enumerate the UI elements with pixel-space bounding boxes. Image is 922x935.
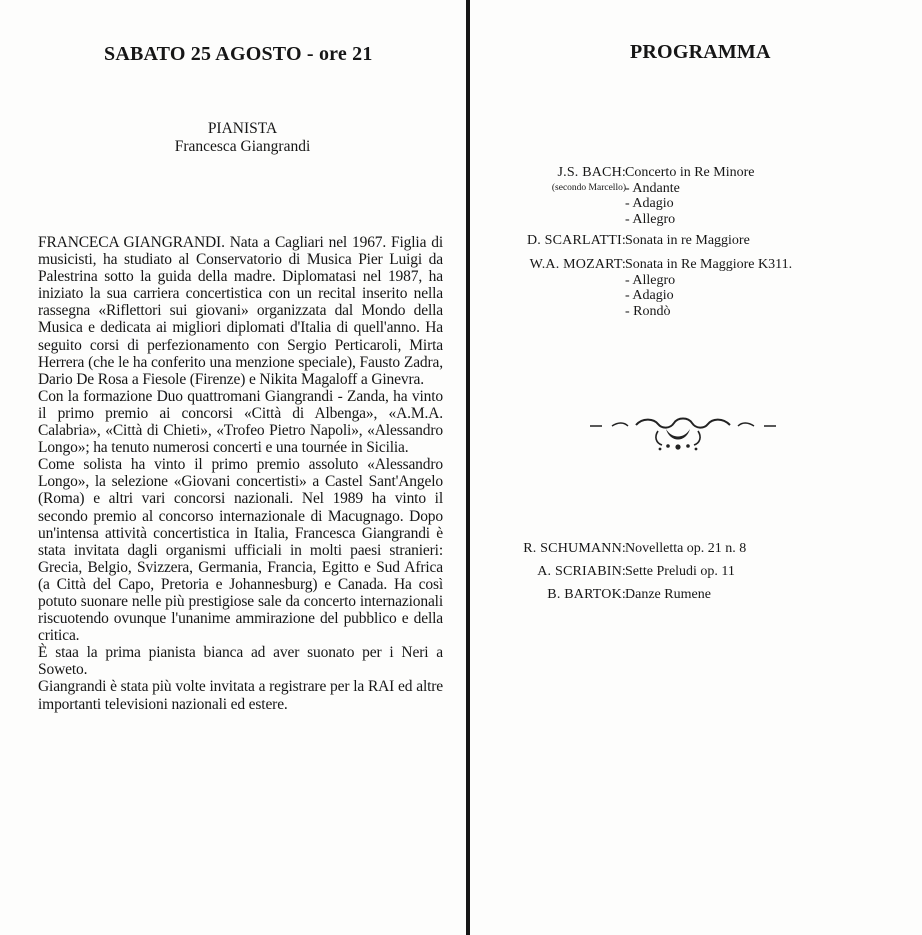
performer-name: Francesca Giangrandi bbox=[174, 138, 311, 155]
biography-paragraph: È staa la prima pianista bianca ad aver suonato per i Neri a Soweto. bbox=[38, 644, 443, 679]
work-title: Sette Preludi op. 11 bbox=[625, 564, 735, 579]
work-title: Danze Rumene bbox=[625, 587, 711, 602]
decorative-ornament bbox=[588, 405, 778, 455]
composer-name: W.A. MOZART: bbox=[529, 257, 626, 272]
biography-paragraph: Giangrandi è stata più volte invitata a registrare per la RAI ed altre importanti televisioni nazionali ed estere. bbox=[38, 678, 443, 713]
work-list bbox=[625, 165, 754, 227]
work-title: Sonata in Re Maggiore K311. bbox=[625, 257, 793, 272]
work-list bbox=[625, 257, 792, 319]
movement: - Rondò bbox=[625, 303, 671, 319]
work-list bbox=[625, 541, 746, 557]
programme-heading: PROGRAMMA bbox=[630, 41, 771, 63]
composer-name: D. SCARLATTI: bbox=[526, 233, 626, 248]
movement: - Allegro bbox=[625, 272, 676, 288]
performer-block bbox=[0, 120, 485, 156]
performer-role: PIANISTA bbox=[207, 120, 278, 137]
work-title: Novelletta op. 21 n. 8 bbox=[625, 541, 747, 556]
composer-note: (secondo Marcello) bbox=[551, 182, 626, 193]
composer-name: R. SCHUMANN: bbox=[523, 541, 626, 556]
composer-name: J.S. BACH: bbox=[557, 165, 626, 180]
movement: - Adagio bbox=[625, 288, 674, 303]
movement: - Allegro bbox=[625, 211, 676, 227]
composer-name: A. SCRIABIN: bbox=[537, 564, 626, 579]
work-list bbox=[625, 564, 735, 580]
movement: - Andante bbox=[625, 180, 680, 196]
composer-name: B. BARTOK: bbox=[547, 587, 626, 602]
concert-date-heading: SABATO 25 AGOSTO - ore 21 bbox=[104, 43, 373, 65]
biography-paragraph: Come solista ha vinto il primo premio assoluto «Alessandro Longo», la selezione «Giovani concertisti» a Castel Sant'Angelo (Roma) e altri vari concorsi nazionali. Nel 1989 ha vinto il secondo premio al concorso internazionale di Macugnago. Dopo un'intensa attività concertistica in Italia, Francesca Giangrandi è stata invitata dagli organismi ufficiali in molti paesi stranieri: Grecia, Belgio, Svizzera, Germania, Francia, Egitto e Sud Africa (a Città del Capo, Pretoria e Johannesburg) e Canada. Ha così potuto suonare nelle più prestigiose sale da concerto internazionali riscuotendo ovunque l'unanime ammirazione del pubblico e della critica. bbox=[38, 456, 443, 645]
work-title: Concerto in Re Minore bbox=[625, 165, 755, 180]
biography-paragraph: FRANCECA GIANGRANDI. Nata a Cagliari nel 1967. Figlia di musicisti, ha studiato al Conservatorio di Musica Pier Luigi da Palestrina sotto la guida della madre. Diplomatasi nel 1987, ha iniziato la sua carriera concertistica con un recital inserito nella rassegna «Riflettori sui giovani» organizzata dal Mondo della Musica e dedicata ai migliori diplomati d'Italia di quell'anno. Ha seguito corsi di perfezionamento con Sergio Perticaroli, Mirta Herrera (che le ha conferito una menzione speciale), Fausto Zadra, Dario De Rosa a Fiesole (Firenze) e Nikita Magaloff a Ginevra. bbox=[38, 234, 443, 388]
work-list bbox=[625, 233, 750, 249]
biography bbox=[38, 234, 443, 713]
work-title: Sonata in re Maggiore bbox=[625, 233, 750, 248]
movement: - Adagio bbox=[625, 196, 674, 211]
biography-paragraph: Con la formazione Duo quattromani Giangrandi - Zanda, ha vinto il primo premio ai concorsi «Città di Albenga», «A.M.A. Calabria», «Città di Chieti», «Trofeo Pietro Napoli», «Alessandro Longo»; ha tenuto numerosi concerti e una tournée in Sicilia. bbox=[38, 387, 443, 457]
right-page bbox=[470, 0, 922, 935]
work-list bbox=[625, 587, 711, 603]
